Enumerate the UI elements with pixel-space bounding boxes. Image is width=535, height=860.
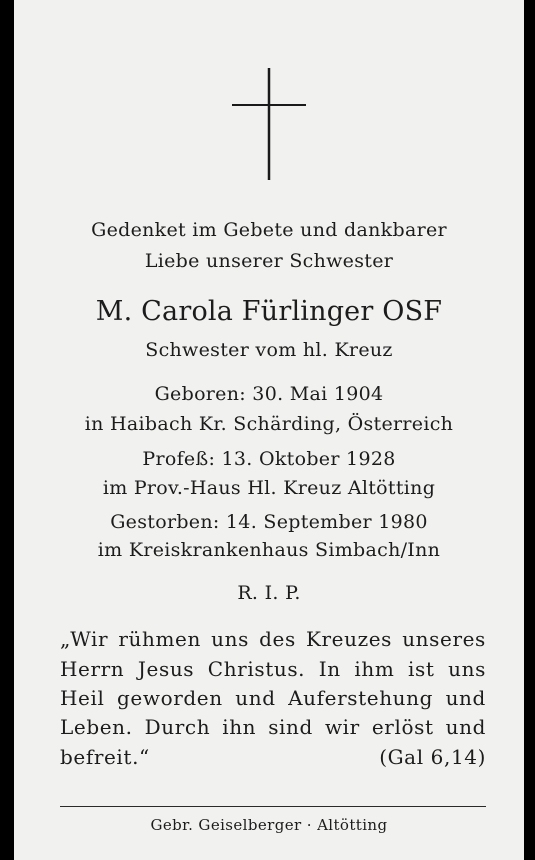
profession-date: Profeß: 13. Oktober 1928 xyxy=(142,448,396,470)
deceased-name: M. Carola Fürlinger OSF xyxy=(95,296,443,327)
quote-reference: (Gal 6,14) xyxy=(379,745,486,769)
religious-order: Schwester vom hl. Kreuz xyxy=(145,339,393,361)
rip-text: R. I. P. xyxy=(237,582,301,604)
quote-line-2: Herrn Jesus Christus. In ihm ist uns xyxy=(60,657,486,681)
quote-line-1: „Wir rühmen uns des Kreuzes unseres xyxy=(60,627,486,651)
profession-place: im Prov.-Haus Hl. Kreuz Altötting xyxy=(102,477,436,499)
death-place: im Kreiskrankenhaus Simbach/Inn xyxy=(97,539,441,561)
birth-date: Geboren: 30. Mai 1904 xyxy=(154,383,384,405)
quote-line-5 xyxy=(60,745,486,769)
memorial-card xyxy=(14,0,524,860)
cross-icon xyxy=(14,68,524,180)
birth-place: in Haibach Kr. Schärding, Österreich xyxy=(84,413,454,435)
quote-end-text: befreit.“ xyxy=(60,745,150,769)
intro-line-1: Gedenket im Gebete und dankbarer xyxy=(91,219,447,241)
quote-line-4: Leben. Durch ihn sind wir erlöst und xyxy=(60,715,486,739)
footer-divider xyxy=(60,806,486,807)
quote-line-3: Heil geworden und Auferstehung und xyxy=(60,686,486,710)
intro-line-2: Liebe unserer Schwester xyxy=(144,250,394,272)
printer-imprint: Gebr. Geiselberger · Altötting xyxy=(150,816,388,834)
death-date: Gestorben: 14. September 1980 xyxy=(110,511,428,533)
